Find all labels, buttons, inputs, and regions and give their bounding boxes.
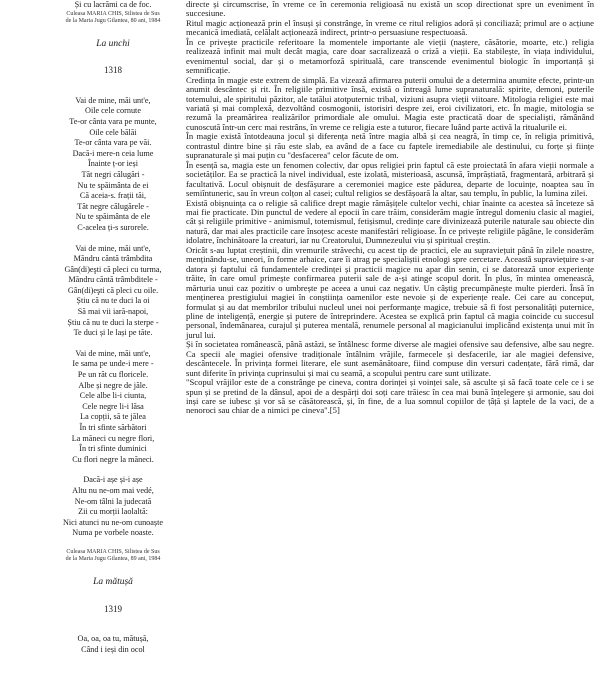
poem-body-2 (48, 634, 178, 655)
body-paragraph: În ce privește practicile referitoare la momentele importante ale vieții (naștere, căsătorie, moarte, etc.) religia realizează infinit mai mult decât magia, care doar sacralizează o criză a vieții. Ea stabilește, în viața individului, evenimentul social, dar și o metamorfoză spirituală, care transcende evenimentul biologic în importanță și semnificație. (186, 36, 594, 76)
poem-line: Gân(di)eşti că pleci cu turma, (64, 264, 162, 274)
poem-line: Cele negre li-i lăsa (82, 401, 144, 411)
body-paragraph: În magie există întotdeauna jocul și diferența netă între magia albă și cea neagră, în timp ce, în religia primitivă, contrastul dintre bine și rău este slab, ea având de a face cu faptele iremediabile ale destinului, cu forțe și ființe supranaturale și mai puțin cu "desfacerea" celor făcute de om. (186, 131, 594, 161)
poem-line: Vai de mine, măi unt'e, (75, 95, 151, 105)
poem-line: Pe un răt cu floricele. (77, 370, 149, 380)
poem-line: Te-or cânta vara pe munte, (69, 116, 157, 126)
poem-line: Altu nu ne-om mai vedé, (72, 485, 154, 495)
poem-line: Te-or cânta vara pe văi. (74, 138, 152, 148)
poem-line: Măndru căntă trâmbdita (73, 254, 153, 264)
poem-line: La măneci cu negre flori, (71, 433, 155, 443)
poem-line: Dacă-i așe și-i așe (83, 475, 143, 485)
poem-line: C-acelea ți-s surorele. (77, 222, 149, 232)
poem-number-2: 1319 (104, 603, 122, 614)
body-paragraph: În esență sa, magia este un fenomen colectiv, dar opus religiei prin faptul că este proiectată în afara vieții normale a societăților. Ea se practică la nivel individual, este izolată, misterioasă, ascunsă, împrăștiată, fragmentară, arbitrară și facultativă. Locul obișnuit de desfășurare a ceremoniei magice este pădurea, departe de locuințe, noaptea sau în semiîntuneric, sau în vreun colțon al casei; cultul religios se desfășoară la altar, sau templu, în public, la lumina zilei. (186, 159, 594, 199)
poem-line: Nu te spăimânta de ei (77, 180, 149, 190)
poem-body-1 (48, 96, 178, 549)
poem-line: Zii cu morții laolaltă: (78, 507, 148, 517)
poem-line: Ne-om tâlni la judecată (74, 496, 152, 506)
poem-line: Numa pe vorbele noaste. (72, 528, 154, 538)
poem-line: Știu că nu te duci la sterpe - (67, 317, 159, 327)
poem-line: Oa, oa, oa tu, mătușă, (77, 634, 149, 644)
poem-line: În tri sfinte duminici (79, 444, 147, 454)
body-paragraph: Există obișnuința ca o religie să califice drept magie rămășițele cultelor vechi, chiar înainte ca acestea să înceteze să mai fie practicate. Din punctul de vedere al epocii în care trăim, considerăm magie întregul domeniu clasic al magiei, cât și religiile primitive - animismul, totemismul, fetișismul, credințe care divinizează puterile naturale sau obiecte din natură, dar mai ales practicile care însoțesc aceste manifestări religioase. În ce privește religiile păgâne, le considerăm idolatre, închinătoare la creaturi, iar nu Creatorului, Dumnezeului viu și spiritual creștin. (186, 197, 594, 246)
body-paragraph: Ritul magic acționează prin el însuși și constrânge, în vreme ce ritul religios adoră și conciliază; primul are o acțiune mecanică imediată, celălalt acționează indirect, printr-o persuasiune respectuoasă. (186, 17, 594, 38)
poem-line: În tri sfinte sărbători (79, 423, 147, 432)
collector-credit-2: Culeasa MARIA CHIS, Silistea de Sus de la Maria Jugu Gilantea, 89 ani, 1984 (65, 548, 161, 562)
poem-line: Ie sama pe unde-i mere - (72, 359, 154, 369)
poem-line: Știu că nu te duci la oi (76, 296, 150, 306)
body-paragraph: Oricât s-au luptat creștinii, din vremurile străvechi, cu acest tip de practici, ele au supraviețuit până în zilele noastre, menținându-se, uneori, în forme arhaice, care îi atrag pe specialiștii etnologi spre cercetare. Aceastǎ supraviețuire s-ar datora și faptului că fundamentele credinței și practicii magice nu apar din senin, ci se datorează unor experiențe trăite, în care omul primește confirmarea puterii sale de a-și atinge scopul dorit. În plus, în mintea omenească, mărturia unui caz pozitiv o umbrește pe aceea a unui caz negativ. Un câștig precumpănește multe pierderi. Însă în menținerea prestigiului magiei în conștiința oamenilor este nevoie și de experiențe reale. Cei care au conceput, formulat și au dat membrilor tribului nucleul unei noi performanțe magice, trebuie să fi fost personalități puternice, pline de inteligență, energie și putere de întreprindere. Acestea se explică prin faptul că magia coincide cu succesul personal, îndemânarea, curajul și puterea mentală, renumele personal al magicianului implicând existența unui mit în jurul lui. (186, 244, 594, 340)
poem-title-1: La unchi (96, 38, 130, 49)
poem-line: Vai de mine, măi unt'e, (75, 243, 151, 253)
poem-line: Oile cele cornute (85, 106, 141, 116)
poem-line: Cu flori negre la măneci. (72, 454, 154, 464)
poem-title-2: La mătușă (93, 576, 133, 587)
collector-credit: Culeasa MARIA CHIS, Silistea de Sus de la Maria Jugu Gilantea, 80 ani, 1984 (65, 10, 161, 24)
poem-line: Albe și negre de jăle. (78, 380, 148, 390)
right-column-text (186, 0, 594, 416)
poem-line: Înainte ț-or ieși (87, 159, 139, 169)
poem-line: Gân(di)eşti că pleci cu oile. (67, 285, 159, 295)
body-paragraph: Și în societatea românească, până astăzi, se întâlnesc forme diverse ale magiei ofensive sau defensive, albe sau negre. Ca specii ale magiei ofensive tradiționale întâlnim vrăjile, farmecele și desfacerile, iar ale magiei defensive, descântecele. În privința formei literare, ele sunt asemănătoare, fiind compuse din versuri cadențate, fără rimă, dar sunt diferite în privința cuprinsului și mai cu seamă, a scopului pentru care sunt utilizate. (186, 339, 594, 378)
poem-previous-line: Și cu lacrămi ca de foc. (74, 0, 152, 9)
poem-line: Când i ieși din ocol (81, 644, 145, 654)
poem-line: Dacă-i mere-n ceia lume (72, 148, 154, 158)
poem-line: La copții, să te jălea (80, 412, 146, 422)
poem-line: Cele albe li-i ciunta, (79, 391, 147, 401)
poem-line: Măndru căntă trâmbditele - (68, 275, 158, 285)
poem-line: Te duci și le lași pe tăte. (73, 328, 153, 338)
left-column (48, 0, 178, 655)
poem-line: Să mai vii iară-napoi, (77, 307, 149, 317)
body-paragraph: "Scopul vrăjilor este de a constrânge pe cineva, contra dorinței și voinței sale, să asculte și să facă toate cele ce i se spun și se pretind de la dânsul, apoi de a despărți doi soți care trăiesc în cea mai bună înțelegere și armonie, sau doi inși care se iubesc și vor să se căsătorească, și, în fine, de a lua somnul copiilor de țâță și laptele de la vaci, de a nenoroci sau chiar de a nimici pe cineva".[5] (186, 377, 594, 416)
poem-line: Nici atunci nu ne-om cunoaște (62, 517, 164, 527)
poem-line: Tăt negri călugări - (81, 169, 145, 179)
poem-number-1: 1318 (104, 65, 122, 76)
poem-line: Că aceia-s. frații tăi, (79, 191, 147, 201)
poem-line: Oile cele bălăi (89, 127, 137, 137)
poem-line: Vai de mine, măi unt'e, (75, 348, 151, 358)
poem-line: Tăt negre călugărele - (77, 201, 149, 211)
poem-line: Nu te spăimânta de ele (75, 212, 151, 222)
body-paragraph: Credința în magie este extrem de simplă. Ea vizează afirmarea puterii omului de a determina anumite efecte, printr-un anumit descântec și rit. În religiile primitive însă, există o întreagă lume supranaturală: spirite, demoni, puterile totemului, ale spiritului păzitor, ale tatălui atotputernic tribal, viziuni asupra vieții viitoare. Mitologia religiei este mai variată și mai complexă, dezvoltând cosmogonii, istorisiri despre zei, eroi civilizatori, etc. În magie, mitologia se rezumă la preamărirea realizărilor primordiale ale omului. Magia este practicată doar de specialiști, rămânând cunoscută într-un cerc mai restrâns, în vreme ce religia este a tuturor, fiecare luând parte activă la ritualurile ei. (186, 74, 594, 132)
body-paragraph: directe și circumscrise, în vreme ce în ceremonia religioasă nu există un scop directionat spre un eveniment în succesiune. (186, 0, 594, 19)
